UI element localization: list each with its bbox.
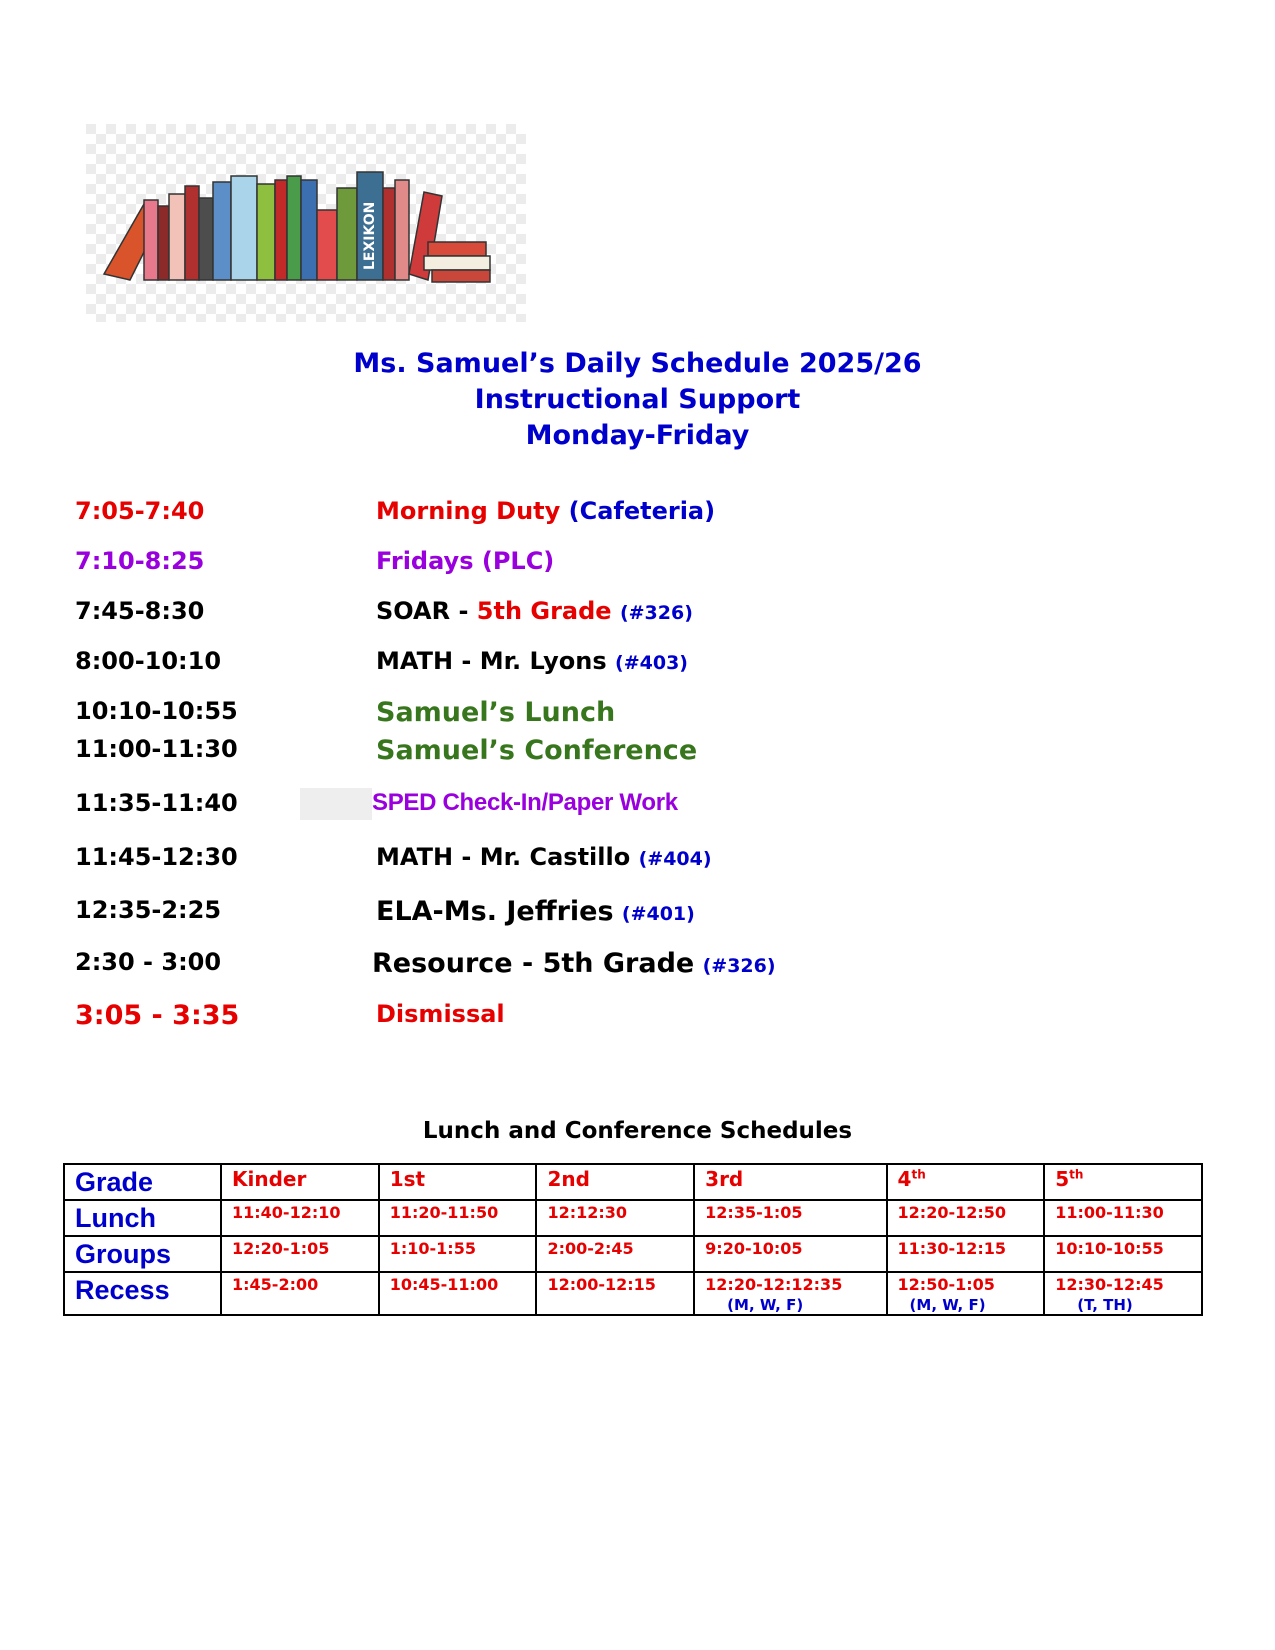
schedule-activity: Samuel’s Conference: [376, 735, 698, 766]
activity-room: (#401): [621, 903, 695, 925]
schedule-row: [0, 948, 1275, 988]
schedule-row: [0, 697, 1275, 737]
activity-label: MATH - Mr. Lyons: [376, 647, 607, 675]
title-block: [0, 346, 1275, 454]
row-label-grade: Grade: [64, 1164, 221, 1200]
grade-header: [1044, 1164, 1202, 1200]
schedule-row: [0, 843, 1275, 883]
page-days: Monday-Friday: [525, 420, 750, 451]
groups-cell: 2:00-2:45: [536, 1236, 694, 1272]
schedule-row: [0, 1000, 1275, 1040]
schedule-activity: [376, 647, 688, 675]
schedule-time: 11:00-11:30: [75, 735, 238, 763]
schedule-activity: [376, 843, 712, 871]
lunch-cell: 12:20-12:50: [887, 1200, 1045, 1236]
table-row: [64, 1164, 1202, 1200]
lunch-conference-caption: Lunch and Conference Schedules: [422, 1118, 853, 1144]
groups-cell: 12:20-1:05: [221, 1236, 379, 1272]
recess-days-note: (M, W, F): [909, 1296, 986, 1314]
activity-room: (#404): [638, 848, 712, 870]
schedule-time: 12:35-2:25: [75, 896, 222, 924]
schedule-activity: [372, 948, 776, 979]
grade-header: [887, 1164, 1045, 1200]
recess-cell: 10:45-11:00: [379, 1272, 537, 1315]
schedule-time: 7:10-8:25: [75, 547, 205, 575]
schedule-row: [0, 735, 1275, 775]
grade-number: 4: [897, 1167, 912, 1191]
recess-cell: [887, 1272, 1045, 1315]
grade-suffix: th: [911, 1167, 926, 1182]
schedule-time: 11:35-11:40: [75, 789, 238, 817]
recess-cell: [1044, 1272, 1202, 1315]
lunch-cell: 11:40-12:10: [221, 1200, 379, 1236]
schedule-activity: SPED Check-In/Paper Work: [372, 789, 678, 816]
schedule-time: 11:45-12:30: [75, 843, 238, 871]
schedule-row: [0, 547, 1275, 587]
activity-room: (#326): [702, 955, 776, 977]
schedule-time: 7:45-8:30: [75, 597, 205, 625]
schedule-row: [0, 647, 1275, 687]
recess-time: 12:50-1:05: [897, 1275, 995, 1294]
groups-cell: 1:10-1:55: [379, 1236, 537, 1272]
recess-time: 12:20-12:12:35: [705, 1275, 843, 1294]
schedule-time: 7:05-7:40: [75, 497, 205, 525]
schedule-time: 10:10-10:55: [75, 697, 238, 725]
page-subtitle: Instructional Support: [474, 384, 801, 415]
groups-cell: 10:10-10:55: [1044, 1236, 1202, 1272]
schedule-activity: [376, 497, 715, 525]
activity-grade: 5th Grade: [476, 597, 612, 625]
activity-label: ELA-Ms. Jeffries: [376, 896, 614, 927]
grade-header: 3rd: [694, 1164, 886, 1200]
row-label-recess: Recess: [64, 1272, 221, 1315]
recess-cell: 12:00-12:15: [536, 1272, 694, 1315]
grade-suffix: th: [1069, 1167, 1084, 1182]
grade-header: 1st: [379, 1164, 537, 1200]
schedule-activity: [376, 597, 693, 625]
lunch-conference-table: [63, 1163, 1203, 1316]
row-label-groups: Groups: [64, 1236, 221, 1272]
activity-location: (Cafeteria): [568, 497, 716, 525]
grade-number: 5: [1055, 1167, 1070, 1191]
groups-cell: 9:20-10:05: [694, 1236, 886, 1272]
activity-label: SOAR -: [376, 597, 477, 625]
books-illustration-icon: [86, 124, 526, 322]
lunch-cell: 11:20-11:50: [379, 1200, 537, 1236]
lunch-cell: 12:12:30: [536, 1200, 694, 1236]
activity-label: Resource - 5th Grade: [372, 948, 695, 979]
page-title: Ms. Samuel’s Daily Schedule 2025/26: [353, 348, 922, 379]
grade-header: 2nd: [536, 1164, 694, 1200]
lexikon-spine-label: LEXIKON: [362, 201, 378, 270]
table-row: [64, 1236, 1202, 1272]
recess-cell: [694, 1272, 886, 1315]
recess-days-note: (M, W, F): [727, 1296, 804, 1314]
schedule-activity: Fridays (PLC): [376, 547, 555, 575]
table-row: [64, 1272, 1202, 1315]
grade-header: Kinder: [221, 1164, 379, 1200]
table-row: [64, 1200, 1202, 1236]
schedule-activity: Samuel’s Lunch: [376, 697, 616, 728]
activity-room: (#326): [619, 602, 693, 624]
activity-label: Morning Duty: [376, 497, 561, 525]
groups-cell: 11:30-12:15: [887, 1236, 1045, 1272]
schedule-row: [0, 789, 1275, 829]
recess-days-note: (T, TH): [1077, 1296, 1133, 1314]
schedule-time: 8:00-10:10: [75, 647, 222, 675]
activity-label: MATH - Mr. Castillo: [376, 843, 631, 871]
activity-room: (#403): [615, 652, 688, 674]
lunch-cell: 11:00-11:30: [1044, 1200, 1202, 1236]
lunch-cell: 12:35-1:05: [694, 1200, 886, 1236]
recess-time: 12:30-12:45: [1055, 1275, 1164, 1294]
row-label-lunch: Lunch: [64, 1200, 221, 1236]
schedule-row: [0, 597, 1275, 637]
schedule-time: 3:05 - 3:35: [75, 1000, 240, 1031]
schedule-row: [0, 497, 1275, 537]
schedule-time: 2:30 - 3:00: [75, 948, 222, 976]
recess-cell: 1:45-2:00: [221, 1272, 379, 1315]
schedule-activity: [376, 896, 695, 927]
schedule-activity: Dismissal: [376, 1000, 505, 1028]
schedule-row: [0, 896, 1275, 936]
